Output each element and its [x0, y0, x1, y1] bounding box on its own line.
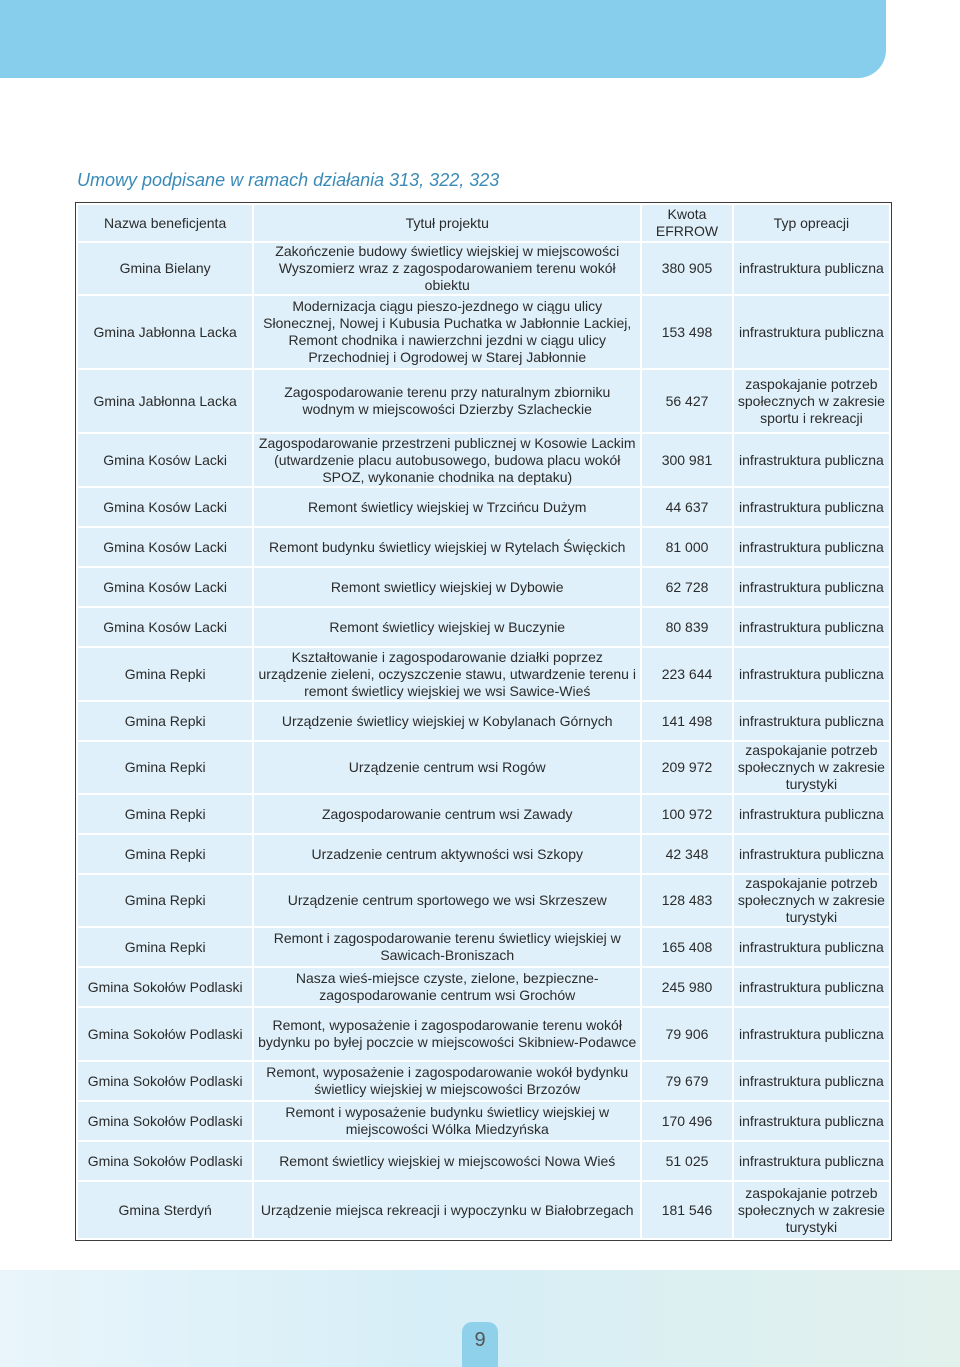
cell-amount: 44 637 [642, 488, 732, 526]
cell-operation-type: infrastruktura publiczna [734, 434, 889, 486]
cell-amount: 181 546 [642, 1182, 732, 1238]
cell-beneficiary: Gmina Sokołów Podlaski [78, 1062, 252, 1100]
cell-amount: 141 498 [642, 702, 732, 740]
cell-operation-type: infrastruktura publiczna [734, 648, 889, 700]
cell-project-title: Remont świetlicy wiejskiej w Buczynie [254, 608, 640, 646]
section-title: Umowy podpisane w ramach działania 313, 322, 323 [77, 170, 500, 190]
table-row [78, 243, 889, 294]
cell-amount: 80 839 [642, 608, 732, 646]
cell-beneficiary: Gmina Kosów Lacki [78, 528, 252, 566]
cell-amount: 165 408 [642, 928, 732, 966]
cell-project-title: Remont budynku świetlicy wiejskiej w Rytelach Święckich [254, 528, 640, 566]
cell-project-title: Urządzenie świetlicy wiejskiej w Kobylanach Górnych [254, 702, 640, 740]
cell-beneficiary: Gmina Sterdyń [78, 1182, 252, 1238]
cell-operation-type: infrastruktura publiczna [734, 968, 889, 1006]
cell-beneficiary: Gmina Jabłonna Lacka [78, 370, 252, 432]
cell-amount: 380 905 [642, 243, 732, 294]
cell-beneficiary: Gmina Repki [78, 648, 252, 700]
cell-project-title: Nasza wieś-miejsce czyste, zielone, bezpieczne-zagospodarowanie centrum wsi Grochów [254, 968, 640, 1006]
table-row [78, 648, 889, 700]
cell-operation-type: infrastruktura publiczna [734, 243, 889, 294]
table-row [78, 568, 889, 606]
cell-project-title: Zagospodarowanie terenu przy naturalnym zbiorniku wodnym w miejscowości Dzierzby Szlacheckie [254, 370, 640, 432]
cell-operation-type: zaspokajanie potrzeb społecznych w zakresie turystyki [734, 1182, 889, 1238]
table-row [78, 928, 889, 966]
cell-operation-type: infrastruktura publiczna [734, 608, 889, 646]
cell-beneficiary: Gmina Sokołów Podlaski [78, 1102, 252, 1140]
header-beneficiary: Nazwa beneficjenta [78, 205, 252, 241]
cell-amount: 223 644 [642, 648, 732, 700]
cell-amount: 42 348 [642, 835, 732, 873]
cell-amount: 62 728 [642, 568, 732, 606]
cell-operation-type: infrastruktura publiczna [734, 835, 889, 873]
cell-amount: 170 496 [642, 1102, 732, 1140]
page-number: 9 [462, 1322, 498, 1367]
table-row [78, 795, 889, 833]
top-decorative-band [0, 0, 886, 78]
table-row [78, 1142, 889, 1180]
table-row [78, 742, 889, 793]
table-row [78, 608, 889, 646]
table-row [78, 968, 889, 1006]
cell-operation-type: infrastruktura publiczna [734, 1062, 889, 1100]
cell-operation-type: infrastruktura publiczna [734, 928, 889, 966]
cell-beneficiary: Gmina Repki [78, 875, 252, 926]
table-row [78, 296, 889, 368]
cell-operation-type: infrastruktura publiczna [734, 528, 889, 566]
cell-beneficiary: Gmina Sokołów Podlaski [78, 968, 252, 1006]
table-row [78, 434, 889, 486]
header-project-title: Tytuł projektu [254, 205, 640, 241]
cell-project-title: Remont, wyposażenie i zagospodarowanie terenu wokół bydynku po byłej poczcie w miejscowości Skibniew-Podawce [254, 1008, 640, 1060]
cell-beneficiary: Gmina Kosów Lacki [78, 488, 252, 526]
cell-amount: 81 000 [642, 528, 732, 566]
table-row [78, 835, 889, 873]
cell-project-title: Urządzenie miejsca rekreacji i wypoczynku w Białobrzegach [254, 1182, 640, 1238]
table-row [78, 370, 889, 432]
cell-project-title: Zagospodarowanie przestrzeni publicznej w Kosowie Lackim (utwardzenie placu autobusowego, budowa placu wokół SPOZ, wykonanie chodnika na deptaku) [254, 434, 640, 486]
cell-project-title: Remont swietlicy wiejskiej w Dybowie [254, 568, 640, 606]
cell-operation-type: infrastruktura publiczna [734, 1142, 889, 1180]
cell-operation-type: infrastruktura publiczna [734, 1008, 889, 1060]
cell-amount: 300 981 [642, 434, 732, 486]
cell-amount: 79 679 [642, 1062, 732, 1100]
table-header-row [78, 205, 889, 241]
cell-beneficiary: Gmina Repki [78, 795, 252, 833]
cell-project-title: Remont i wyposażenie budynku świetlicy wiejskiej w miejscowości Wólka Miedzyńska [254, 1102, 640, 1140]
cell-operation-type: infrastruktura publiczna [734, 795, 889, 833]
cell-beneficiary: Gmina Repki [78, 835, 252, 873]
cell-operation-type: zaspokajanie potrzeb społecznych w zakresie sportu i rekreacji [734, 370, 889, 432]
contracts-table [75, 202, 892, 1241]
cell-beneficiary: Gmina Bielany [78, 243, 252, 294]
cell-project-title: Zagospodarowanie centrum wsi Zawady [254, 795, 640, 833]
cell-amount: 56 427 [642, 370, 732, 432]
cell-beneficiary: Gmina Kosów Lacki [78, 568, 252, 606]
cell-amount: 153 498 [642, 296, 732, 368]
table-row [78, 528, 889, 566]
cell-project-title: Modernizacja ciągu pieszo-jezdnego w ciągu ulicy Słonecznej, Nowej i Kubusia Puchatka w Jabłonnie Lackiej, Remont chodnika i nawierzchni jezdni w ciągu ulicy Przechodniej i Ogrodowej w Starej Jabłonnie [254, 296, 640, 368]
cell-amount: 51 025 [642, 1142, 732, 1180]
table-row [78, 702, 889, 740]
table-row [78, 1008, 889, 1060]
cell-project-title: Remont, wyposażenie i zagospodarowanie wokół bydynku świetlicy wiejskiej w miejscowości Brzozów [254, 1062, 640, 1100]
cell-project-title: Urządzenie centrum wsi Rogów [254, 742, 640, 793]
cell-project-title: Kształtowanie i zagospodarowanie działki poprzez urządzenie zieleni, oczyszczenie stawu, utwardzenie terenu i remont świetlicy wiejskiej we wsi Sawice-Wieś [254, 648, 640, 700]
cell-beneficiary: Gmina Kosów Lacki [78, 434, 252, 486]
table-row [78, 488, 889, 526]
cell-beneficiary: Gmina Jabłonna Lacka [78, 296, 252, 368]
table-row [78, 1102, 889, 1140]
cell-operation-type: infrastruktura publiczna [734, 1102, 889, 1140]
cell-amount: 79 906 [642, 1008, 732, 1060]
table-row [78, 1062, 889, 1100]
cell-operation-type: zaspokajanie potrzeb społecznych w zakresie turystyki [734, 875, 889, 926]
cell-project-title: Remont świetlicy wiejskiej w Trzcińcu Dużym [254, 488, 640, 526]
cell-project-title: Urządzenie centrum sportowego we wsi Skrzeszew [254, 875, 640, 926]
table-row [78, 1182, 889, 1238]
cell-operation-type: infrastruktura publiczna [734, 568, 889, 606]
header-amount: Kwota EFRROW [642, 205, 732, 241]
cell-project-title: Remont świetlicy wiejskiej w miejscowości Nowa Wieś [254, 1142, 640, 1180]
cell-amount: 209 972 [642, 742, 732, 793]
cell-operation-type: infrastruktura publiczna [734, 488, 889, 526]
cell-beneficiary: Gmina Kosów Lacki [78, 608, 252, 646]
cell-beneficiary: Gmina Repki [78, 742, 252, 793]
cell-operation-type: zaspokajanie potrzeb społecznych w zakresie turystyki [734, 742, 889, 793]
cell-operation-type: infrastruktura publiczna [734, 296, 889, 368]
cell-beneficiary: Gmina Repki [78, 702, 252, 740]
cell-project-title: Remont i zagospodarowanie terenu świetlicy wiejskiej w Sawicach-Broniszach [254, 928, 640, 966]
cell-amount: 245 980 [642, 968, 732, 1006]
cell-beneficiary: Gmina Sokołów Podlaski [78, 1008, 252, 1060]
cell-beneficiary: Gmina Repki [78, 928, 252, 966]
header-operation-type: Typ opreacji [734, 205, 889, 241]
cell-project-title: Zakończenie budowy świetlicy wiejskiej w miejscowości Wyszomierz wraz z zagospodarowaniem terenu wokół obiektu [254, 243, 640, 294]
cell-amount: 128 483 [642, 875, 732, 926]
cell-amount: 100 972 [642, 795, 732, 833]
cell-project-title: Urzadzenie centrum aktywności wsi Szkopy [254, 835, 640, 873]
cell-beneficiary: Gmina Sokołów Podlaski [78, 1142, 252, 1180]
cell-operation-type: infrastruktura publiczna [734, 702, 889, 740]
table-row [78, 875, 889, 926]
